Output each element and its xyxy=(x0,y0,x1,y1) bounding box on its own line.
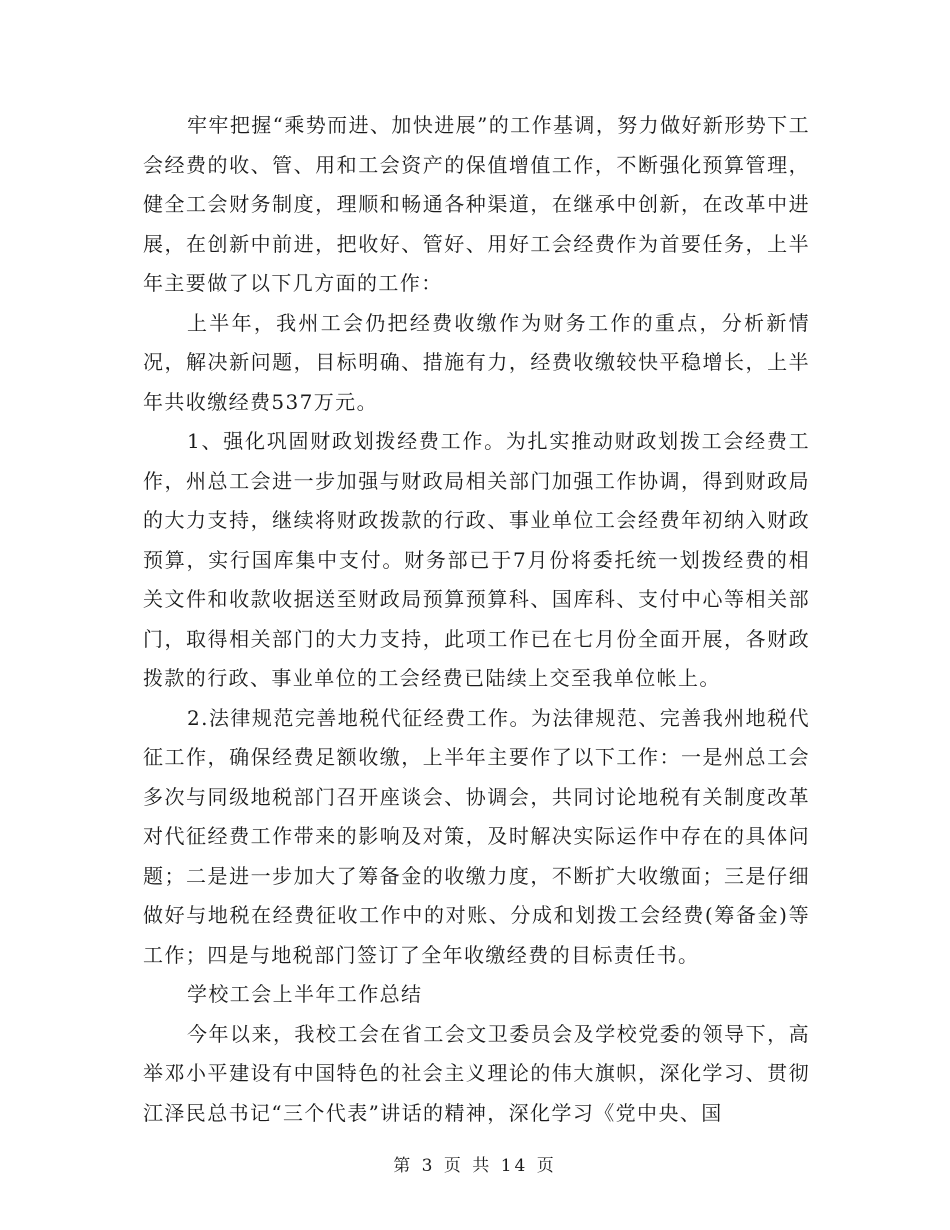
paragraph-item-1: 1、强化巩固财政划拨经费工作。为扎实推动财政划拨工会经费工作，州总工会进一步加强与财政局相关部门加强工作协调，得到财政局的大力支持，继续将财政拨款的行政、事业单位工会经费年初纳入财政预算，实行国库集中支付。财务部已于7月份将委托统一划拨经费的相关文件和收款收据送至财政局预算预算科、国库科、支付中心等相关部门，取得相关部门的大力支持，此项工作已在七月份全面开展，各财政拨款的行政、事业单位的工会经费已陆续上交至我单位帐上。 xyxy=(143,429,810,690)
paragraph-item-2: 2.法律规范完善地税代征经费工作。为法律规范、完善我州地税代征工作，确保经费足额收缴，上半年主要作了以下工作：一是州总工会多次与同级地税部门召开座谈会、协调会，共同讨论地税有关制度改革对代征经费工作带来的影响及对策，及时解决实际运作中存在的具体问题；二是进一步加大了筹备金的收缴力度，不断扩大收缴面；三是仔细做好与地税在经费征收工作中的对账、分成和划拨工会经费(筹备金)等工作；四是与地税部门签订了全年收缴经费的目标责任书。 xyxy=(143,705,810,967)
document-body xyxy=(143,106,810,1133)
paragraph-school-union: 今年以来，我校工会在省工会文卫委员会及学校党委的领导下，高举邓小平建设有中国特色的社会主义理论的伟大旗帜，深化学习、贯彻江泽民总书记“三个代表”讲话的精神，深化学习《党中央、国 xyxy=(143,1021,810,1125)
paragraph-intro: 牢牢把握“乘势而进、加快进展”的工作基调，努力做好新形势下工会经费的收、管、用和工会资产的保值增值工作，不断强化预算管理，健全工会财务制度，理顺和畅通各种渠道，在继承中创新，在改革中进展，在创新中前进，把收好、管好、用好工会经费作为首要任务，上半年主要做了以下几方面的工作： xyxy=(143,113,810,295)
page-number-footer: 第 3 页 共 14 页 xyxy=(393,1156,557,1176)
section-heading: 学校工会上半年工作总结 xyxy=(187,982,423,1006)
paragraph-first-half-summary: 上半年，我州工会仍把经费收缴作为财务工作的重点，分析新情况，解决新问题，目标明确、措施有力，经费收缴较快平稳增长，上半年共收缴经费537万元。 xyxy=(143,310,810,414)
